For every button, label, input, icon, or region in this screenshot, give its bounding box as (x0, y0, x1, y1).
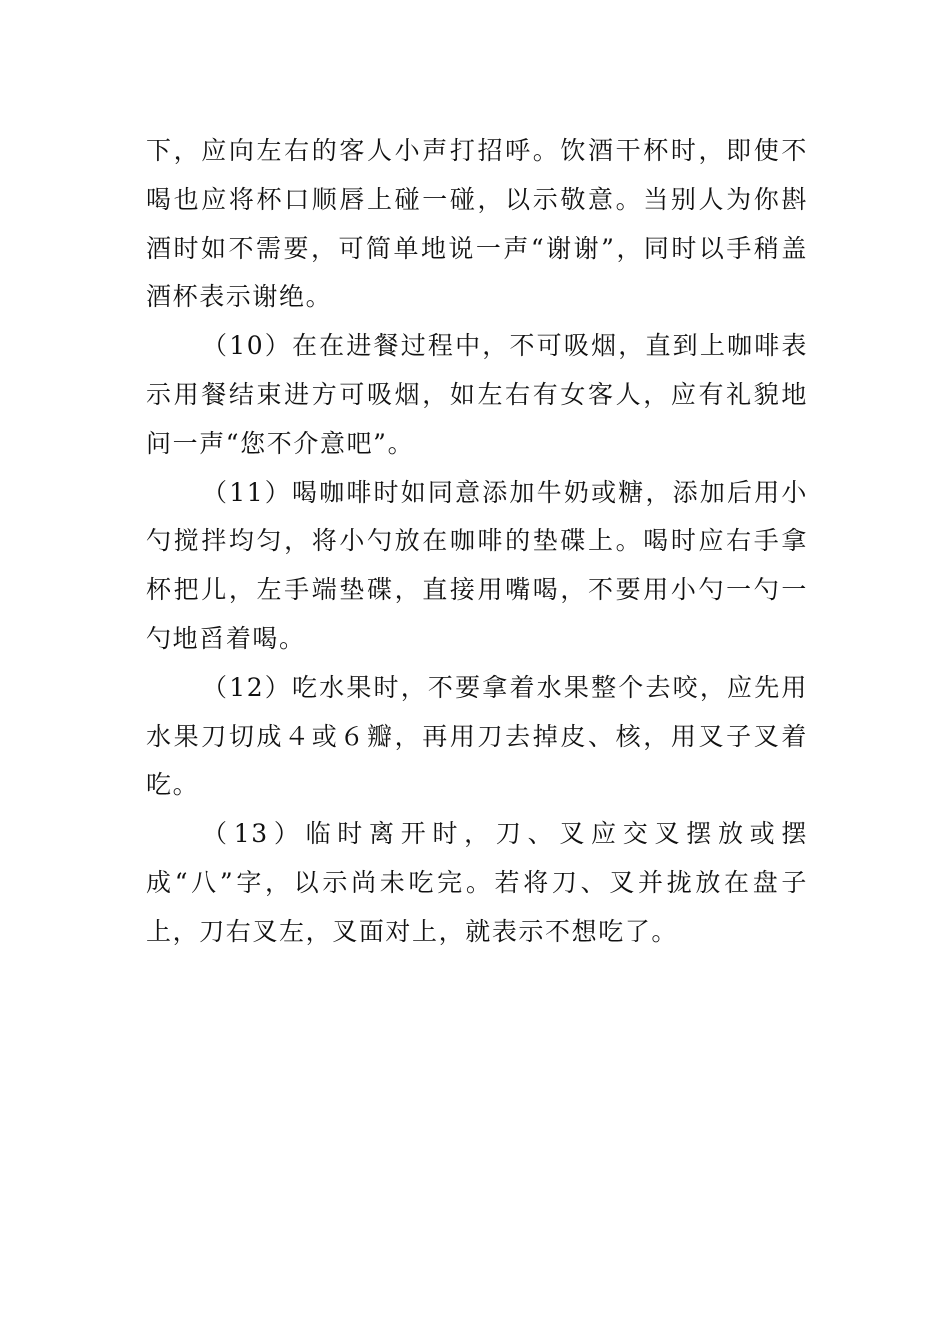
paragraph-item-11 (146, 469, 808, 664)
text-line: 也应将杯口顺唇上碰一碰，以示敬意。当别人为你斟酒时 (146, 184, 808, 263)
text-line: 用餐结束进方可吸烟，如左右有女客人，应有礼貌地问一 (146, 379, 808, 458)
text-line: 左，叉面对上，就表示不想吃了。 (279, 916, 679, 946)
text-line: 声“您不介意吧”。 (199, 428, 415, 458)
text-line: （10）在在进餐过程中，不可吸烟，直到上咖啡表示 (146, 331, 808, 409)
text-line: 如不需要，可简单地说一声“谢谢”，同时以手稍盖酒杯 (146, 233, 808, 312)
paragraph-item-10 (146, 322, 808, 468)
document-body (146, 127, 808, 957)
text-line: （13）临时离开时，刀、叉应交叉摆放或摆成“八” (146, 819, 808, 897)
text-line: 儿，左手端垫碟，直接用嘴喝，不要用小勺一勺一勺地舀 (146, 575, 809, 653)
text-line: 搅拌均匀，将小勺放在咖啡的垫碟上。喝时应右手拿杯把 (146, 526, 808, 605)
text-line: 下，应向左右的客人小声打招呼。饮酒干杯时，即使不喝 (146, 136, 808, 214)
paragraph-item-12 (146, 664, 808, 810)
paragraph-item-13 (146, 810, 808, 956)
text-line: （11）喝咖啡时如同意添加牛奶或糖，添加后用小勺 (146, 477, 808, 556)
paragraph-continuation (146, 127, 808, 322)
text-line: （12）吃水果时，不要拿着水果整个去咬，应先用水 (146, 672, 808, 751)
text-line: 果刀切成４或６瓣，再用刀去掉皮、核，用叉子叉着吃。 (146, 721, 808, 800)
text-line: 表示谢绝。 (199, 282, 333, 312)
text-line: 字，以示尚未吃完。若将刀、叉并拢放在盘子上，刀右叉 (146, 867, 808, 946)
text-line: 着喝。 (225, 623, 306, 653)
